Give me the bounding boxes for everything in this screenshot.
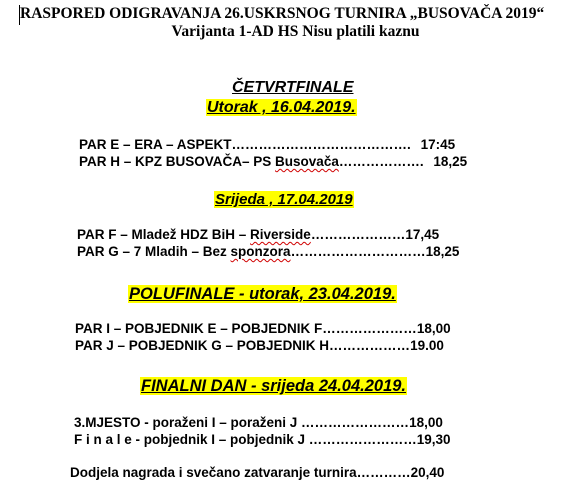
- ceremony-row: [70, 464, 444, 482]
- match-time: 17,45: [405, 227, 440, 242]
- final-day-heading: FINALNI DAN - srijeda 24.04.2019.: [141, 377, 407, 395]
- semifinal-heading: POLUFINALE - utorak, 23.04.2019.: [129, 285, 396, 303]
- match-text: PAR F – Mladež HDZ BiH –: [77, 227, 251, 242]
- ceremony-time: 20,40: [410, 465, 445, 480]
- match-dots: …………………: [310, 227, 406, 242]
- match-text: PAR I – POBJEDNIK E – POBJEDNIK F…………………: [75, 321, 417, 336]
- match-time: 19,30: [416, 432, 451, 447]
- match-row-e: [79, 136, 455, 154]
- quarterfinal-heading: ČETVRTFINALE: [232, 79, 354, 96]
- quarterfinal-day2-date: Srijeda , 17.04.2019: [215, 191, 353, 208]
- match-row-g: [77, 243, 459, 261]
- match-row-h: [79, 153, 467, 171]
- match-row-final: [74, 431, 451, 449]
- spellcheck-word: sponzora: [230, 244, 291, 259]
- match-text: F i n a l e - pobjednik I – pobjednik J ……………………: [74, 432, 417, 447]
- match-dots: ……………….: [338, 154, 424, 169]
- match-text: 3.MJESTO - poraženi I – poraženi J ……………………: [74, 415, 410, 430]
- match-time: 18,00: [416, 321, 451, 336]
- spellcheck-word: Busovača: [275, 154, 339, 169]
- match-time: 18,25: [433, 154, 468, 169]
- match-time: 18,00: [409, 415, 443, 430]
- match-time: 17:45: [420, 137, 456, 152]
- match-row-f: [77, 226, 439, 244]
- match-dots: …………………………: [290, 244, 426, 259]
- match-time: 18,25: [425, 244, 460, 259]
- ceremony-text: Dodjela nagrada i svečano zatvaranje turnira…………: [70, 465, 411, 480]
- match-text: PAR J – POBJEDNIK G – POBJEDNIK H………………: [75, 338, 411, 353]
- match-time: 19.00: [410, 338, 444, 353]
- match-row-j: [75, 337, 444, 355]
- match-text: PAR G – 7 Mladih – Bez: [77, 244, 231, 259]
- document-subtitle: Varijanta 1-AD HS Nisu platili kaznu: [171, 23, 420, 40]
- spellcheck-word: Riverside: [250, 227, 311, 242]
- match-row-third-place: [74, 414, 443, 432]
- match-text: PAR E – ERA – ASPEKT………………………………….: [79, 137, 411, 152]
- match-text: PAR H – KPZ BUSOVAČA– PS: [79, 154, 276, 169]
- match-row-i: [75, 320, 451, 338]
- quarterfinal-day1-date: Utorak , 16.04.2019.: [207, 99, 356, 116]
- document-title: RASPORED ODIGRAVANJA 26.USKRSNOG TURNIRA „BUSOVAČA 2019“: [20, 5, 545, 22]
